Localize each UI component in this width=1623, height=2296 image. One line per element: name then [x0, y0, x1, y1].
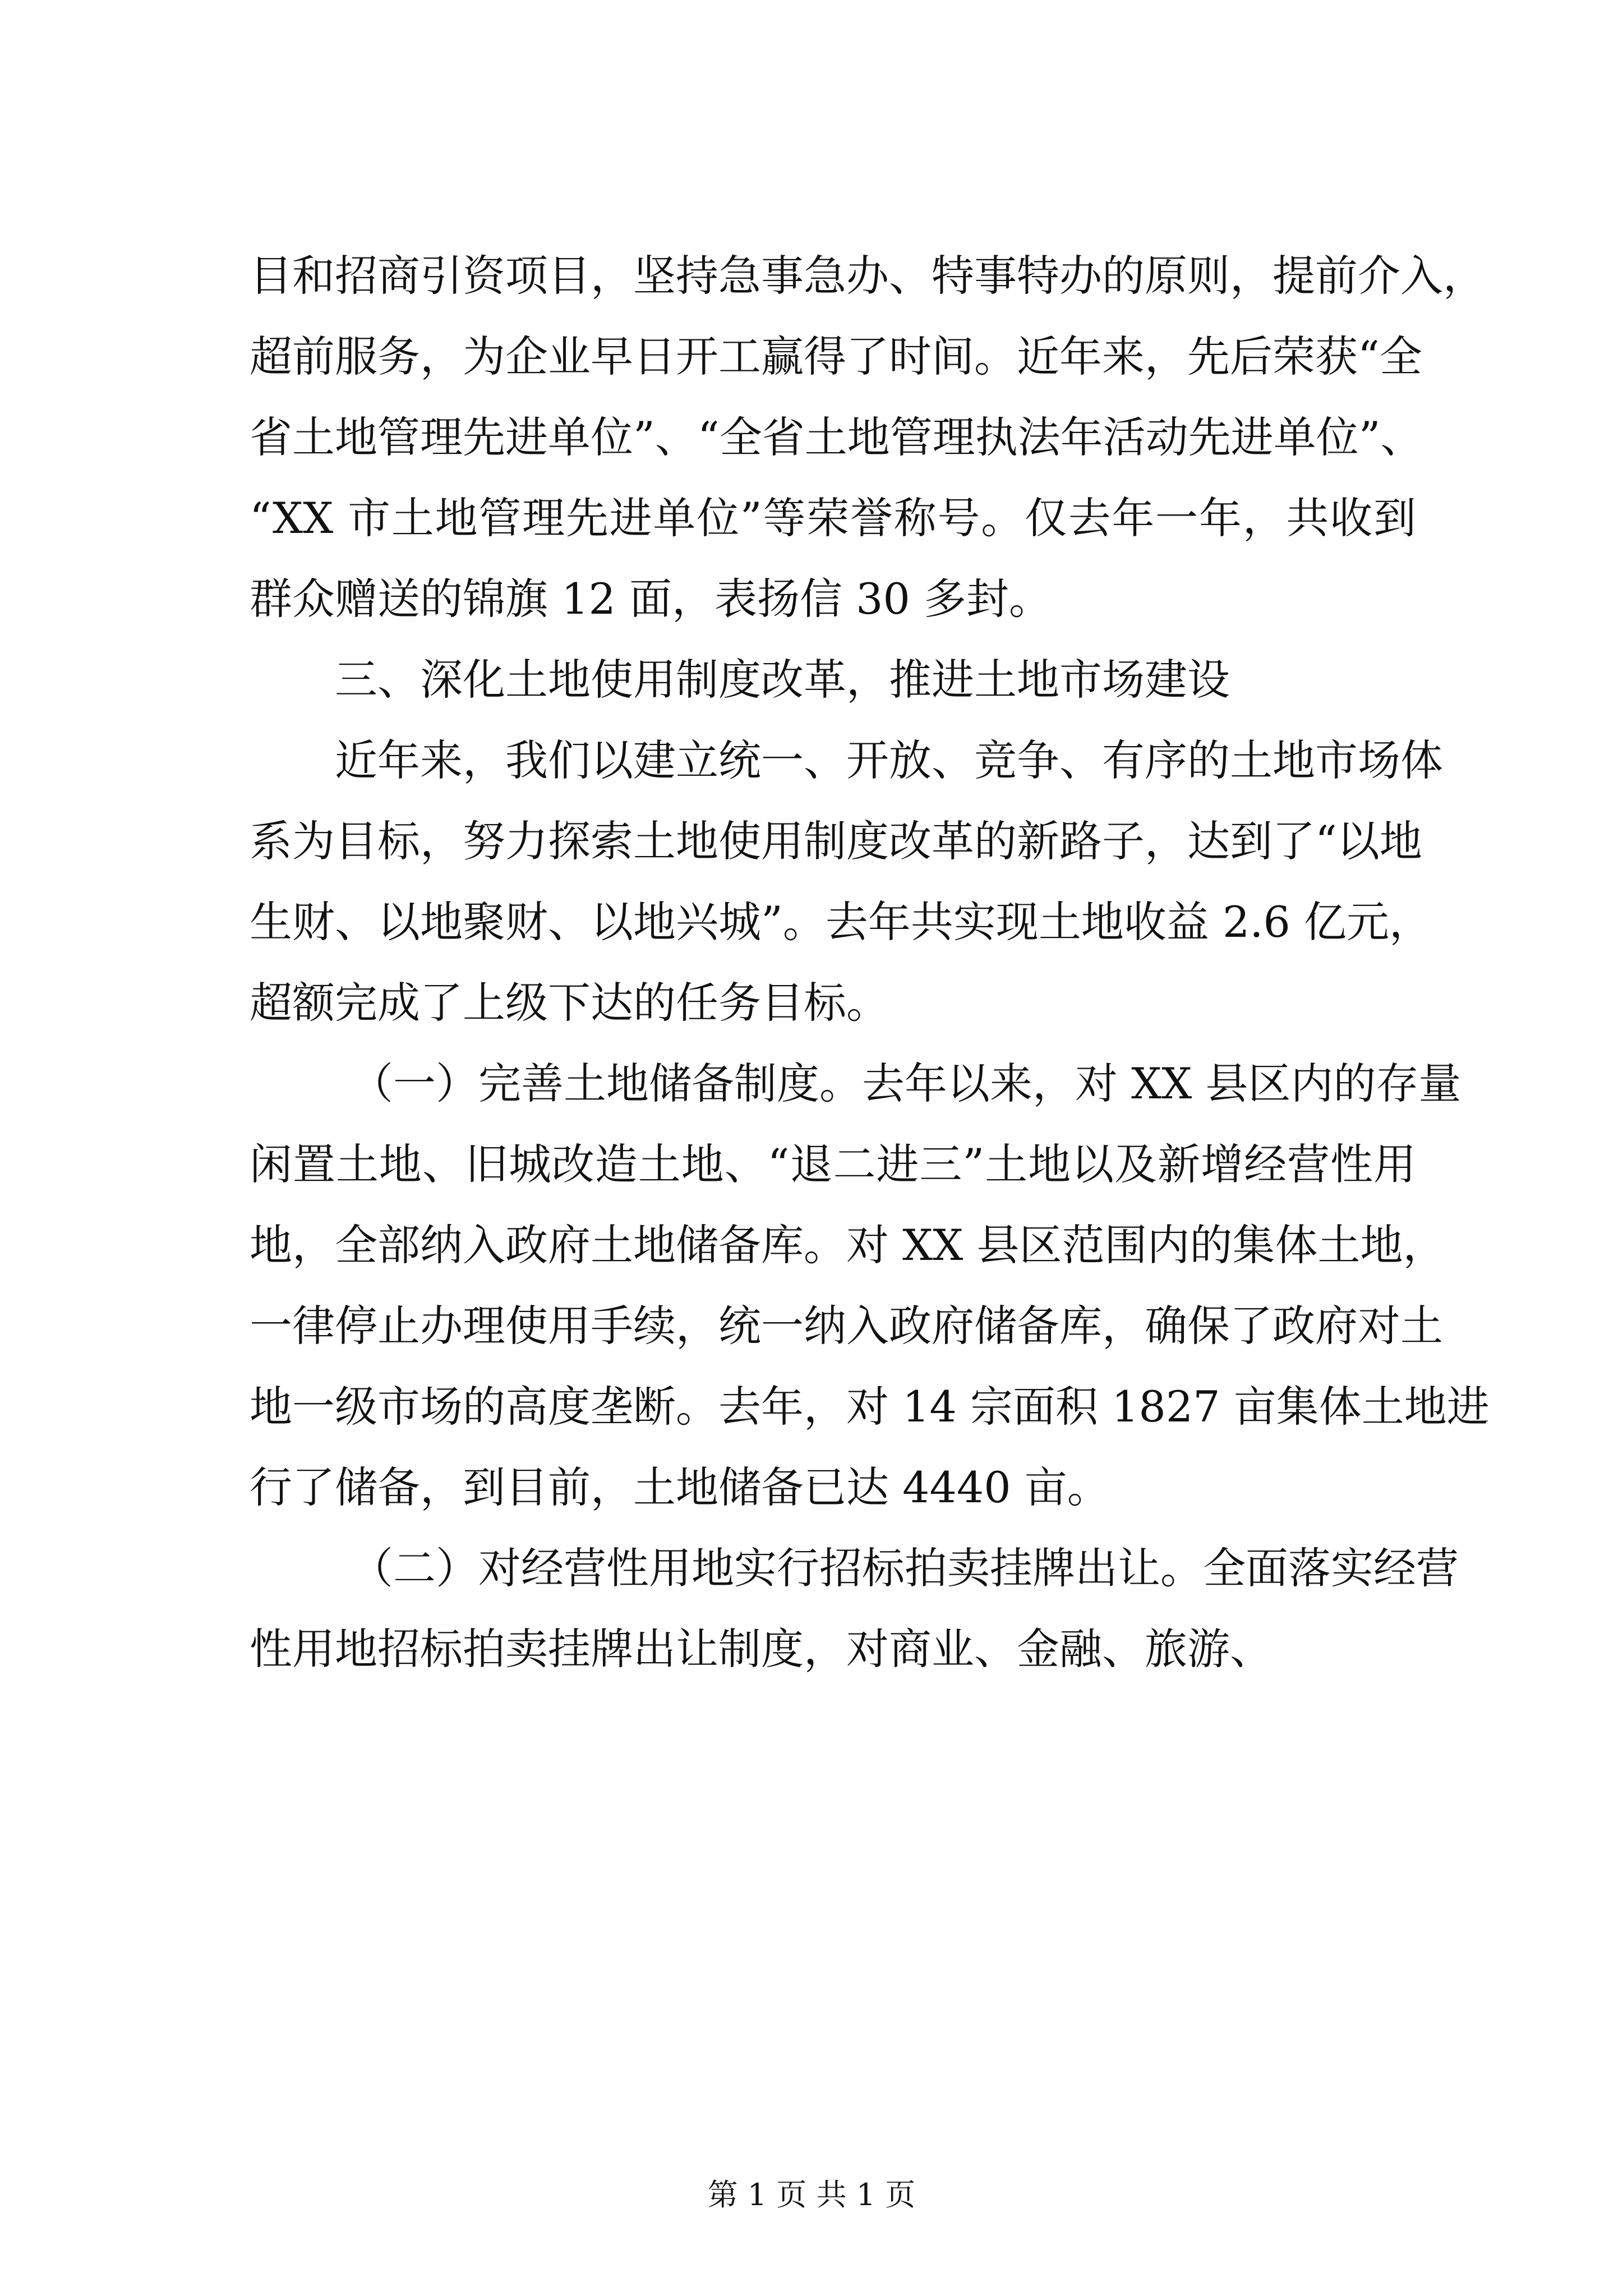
- document-body: [250, 236, 1490, 1690]
- text-line: 近年来，我们以建立统一、开放、竞争、有序的土地市场体: [335, 735, 1443, 785]
- text-line: “XX 市土地管理先进单位”等荣誉称号。仅去年一年，共收到: [250, 493, 1416, 543]
- text-line: 目和招商引资项目，坚持急事急办、特事特办的原则，提前介入，: [250, 251, 1486, 301]
- text-line: 群众赠送的锦旗 12 面，表扬信 30 多封。: [250, 574, 1052, 624]
- section-heading: 三、深化土地使用制度改革，推进土地市场建设: [335, 655, 1230, 705]
- text-line: 超额完成了上级下达的任务目标。: [250, 978, 889, 1028]
- subsection-line: （一）完善土地储备制度。去年以来，对 XX 县区内的存量: [351, 1059, 1461, 1108]
- text-line: 地一级市场的高度垄断。去年，对 14 宗面积 1827 亩集体土地进: [250, 1382, 1490, 1432]
- text-line: 行了储备，到目前，土地储备已达 4440 亩。: [250, 1462, 1110, 1512]
- text-line: 超前服务，为企业早日开工赢得了时间。近年来，先后荣获“全: [250, 332, 1422, 381]
- text-line: 系为目标，努力探索土地使用制度改革的新路子，达到了“以地: [250, 816, 1422, 866]
- text-line: 地，全部纳入政府土地储备库。对 XX 县区范围内的集体土地，: [250, 1220, 1446, 1270]
- text-line: 省土地管理先进单位”、“全省土地管理执法年活动先进单位”、: [250, 412, 1423, 462]
- subsection-line: （二）对经营性用地实行招标拍卖挂牌出让。全面落实经营: [351, 1543, 1459, 1593]
- text-line: 性用地招标拍卖挂牌出让制度，对商业、金融、旅游、: [250, 1624, 1272, 1674]
- text-line: 闲置土地、旧城改造土地、“退二进三”土地以及新增经营性用: [250, 1139, 1416, 1189]
- text-line: 一律停止办理使用手续，统一纳入政府储备库，确保了政府对土: [250, 1301, 1443, 1351]
- page-footer: 第 1 页 共 1 页: [707, 2177, 916, 2212]
- text-line: 生财、以地聚财、以地兴城”。去年共实现土地收益 2.6 亿元，: [250, 897, 1432, 947]
